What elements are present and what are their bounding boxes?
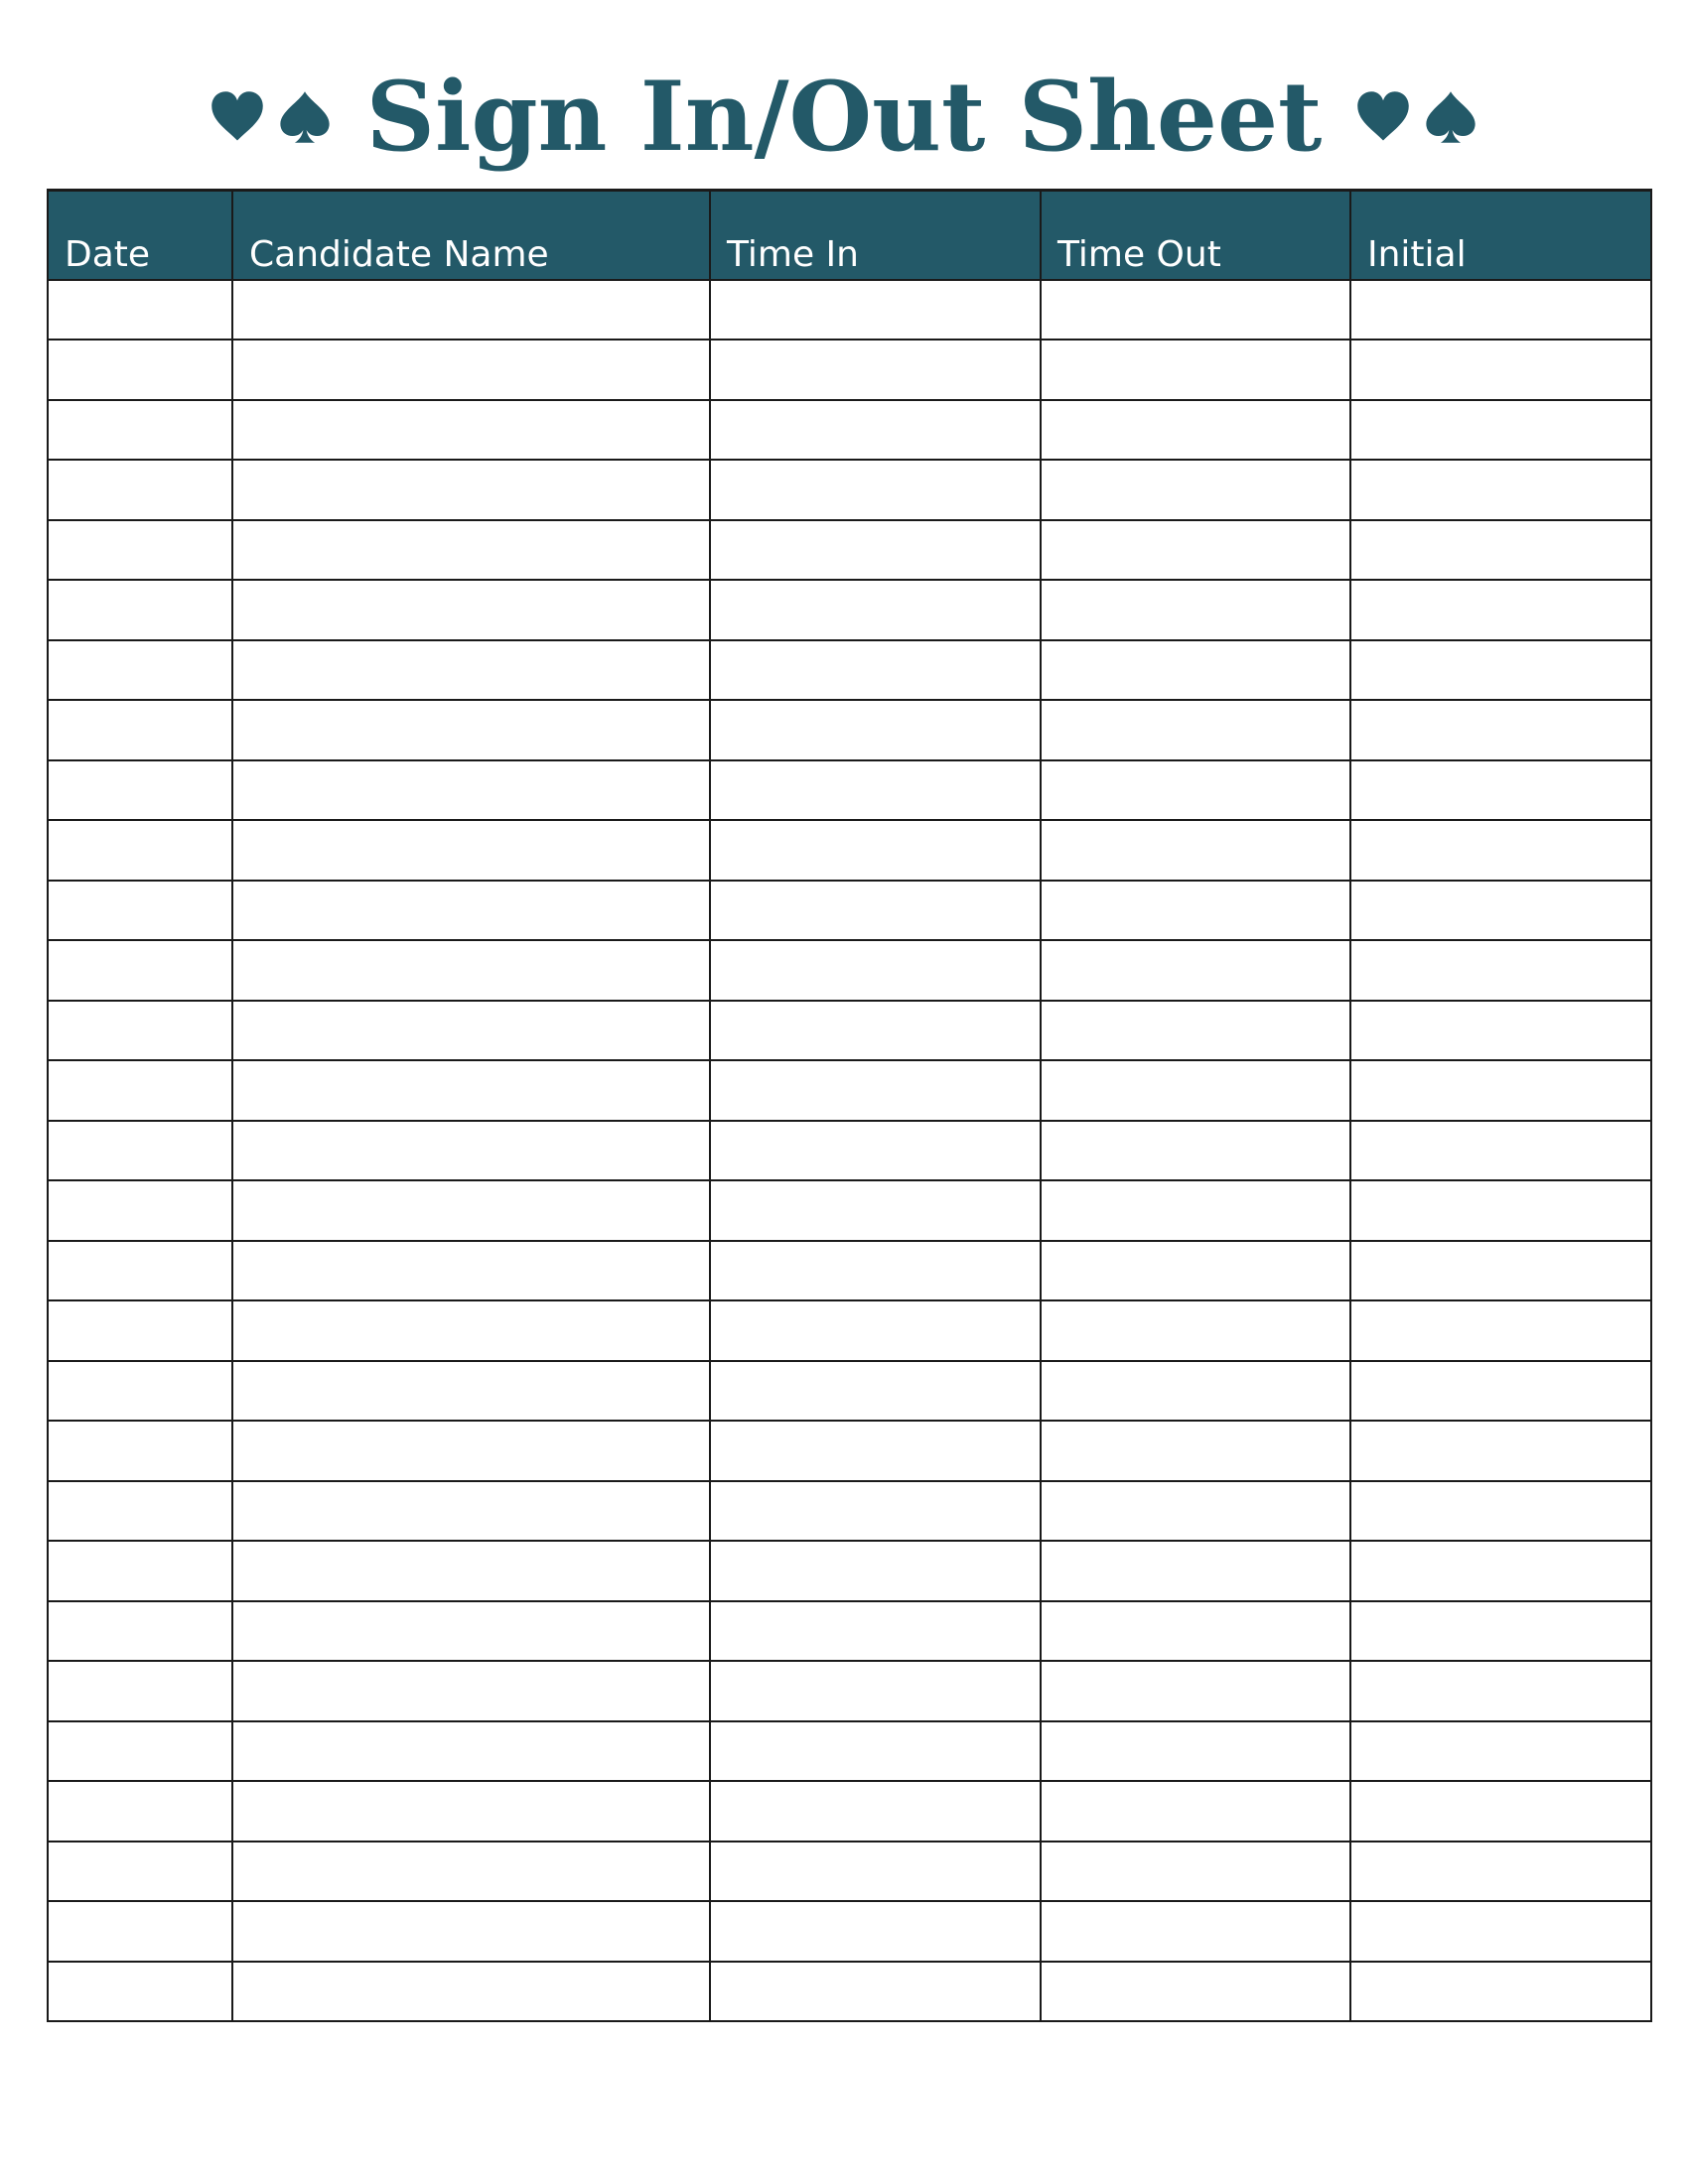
- time-in-cell[interactable]: [710, 520, 1041, 581]
- date-cell[interactable]: [48, 1361, 232, 1422]
- right-suit-icons: [1355, 68, 1478, 167]
- time-in-cell[interactable]: [710, 1781, 1041, 1842]
- candidate-name-cell[interactable]: [232, 1962, 710, 2022]
- spade-icon-graphic: [1423, 85, 1478, 149]
- table-row: [48, 1241, 1651, 1301]
- time-in-cell[interactable]: [710, 1361, 1041, 1422]
- time-out-cell[interactable]: [1041, 760, 1350, 821]
- time-out-cell[interactable]: [1041, 1661, 1350, 1721]
- date-cell[interactable]: [48, 1300, 232, 1361]
- date-cell[interactable]: [48, 1901, 232, 1962]
- time-in-cell[interactable]: [710, 760, 1041, 821]
- time-out-cell[interactable]: [1041, 280, 1350, 341]
- time-in-cell[interactable]: [710, 280, 1041, 341]
- date-cell[interactable]: [48, 1180, 232, 1241]
- column-header-date: Date: [48, 191, 232, 280]
- time-out-cell[interactable]: [1041, 340, 1350, 400]
- initial-cell[interactable]: [1350, 820, 1651, 881]
- initial-cell[interactable]: [1350, 1300, 1651, 1361]
- time-out-cell[interactable]: [1041, 640, 1350, 701]
- table-row: [48, 1601, 1651, 1662]
- time-out-cell[interactable]: [1041, 1481, 1350, 1542]
- date-cell[interactable]: [48, 1001, 232, 1061]
- initial-cell[interactable]: [1350, 1842, 1651, 1902]
- table-row: [48, 280, 1651, 341]
- date-cell[interactable]: [48, 820, 232, 881]
- initial-cell[interactable]: [1350, 1421, 1651, 1481]
- table-row: [48, 1180, 1651, 1241]
- initial-cell[interactable]: [1350, 580, 1651, 640]
- time-out-cell[interactable]: [1041, 1300, 1350, 1361]
- initial-cell[interactable]: [1350, 1361, 1651, 1422]
- candidate-name-cell[interactable]: [232, 1180, 710, 1241]
- date-cell[interactable]: [48, 460, 232, 520]
- date-cell[interactable]: [48, 280, 232, 341]
- table-row: [48, 1421, 1651, 1481]
- table-row: [48, 1481, 1651, 1542]
- candidate-name-cell[interactable]: [232, 1901, 710, 1962]
- time-in-cell[interactable]: [710, 820, 1041, 881]
- spade-icon-graphic: [277, 85, 333, 149]
- date-cell[interactable]: [48, 760, 232, 821]
- time-out-cell[interactable]: [1041, 580, 1350, 640]
- time-out-cell[interactable]: [1041, 1241, 1350, 1301]
- candidate-name-cell[interactable]: [232, 1421, 710, 1481]
- candidate-name-cell[interactable]: [232, 1121, 710, 1181]
- time-out-cell[interactable]: [1041, 1060, 1350, 1121]
- heart-icon: [210, 85, 265, 149]
- heart-icon-graphic: [210, 85, 265, 149]
- date-cell[interactable]: [48, 520, 232, 581]
- candidate-name-cell[interactable]: [232, 1481, 710, 1542]
- initial-cell[interactable]: [1350, 1121, 1651, 1181]
- candidate-name-cell[interactable]: [232, 580, 710, 640]
- initial-cell[interactable]: [1350, 1001, 1651, 1061]
- table-row: [48, 1541, 1651, 1601]
- table-row: [48, 340, 1651, 400]
- initial-cell[interactable]: [1350, 940, 1651, 1001]
- initial-cell[interactable]: [1350, 1721, 1651, 1782]
- time-out-cell[interactable]: [1041, 1121, 1350, 1181]
- table-row: [48, 1901, 1651, 1962]
- time-in-cell[interactable]: [710, 640, 1041, 701]
- time-in-cell[interactable]: [710, 1842, 1041, 1902]
- date-cell[interactable]: [48, 1962, 232, 2022]
- initial-cell[interactable]: [1350, 280, 1651, 341]
- time-out-cell[interactable]: [1041, 1541, 1350, 1601]
- candidate-name-cell[interactable]: [232, 940, 710, 1001]
- candidate-name-cell[interactable]: [232, 640, 710, 701]
- time-in-cell[interactable]: [710, 700, 1041, 760]
- left-suit-icons: [210, 68, 333, 167]
- table-row: [48, 460, 1651, 520]
- spade-icon: [277, 85, 333, 149]
- initial-cell[interactable]: [1350, 1481, 1651, 1542]
- time-out-cell[interactable]: [1041, 520, 1350, 581]
- candidate-name-cell[interactable]: [232, 881, 710, 941]
- column-header-time-out: Time Out: [1041, 191, 1350, 280]
- initial-cell[interactable]: [1350, 340, 1651, 400]
- table-row: [48, 881, 1651, 941]
- time-in-cell[interactable]: [710, 580, 1041, 640]
- candidate-name-cell[interactable]: [232, 1300, 710, 1361]
- initial-cell[interactable]: [1350, 1601, 1651, 1662]
- initial-cell[interactable]: [1350, 700, 1651, 760]
- date-cell[interactable]: [48, 1661, 232, 1721]
- date-cell[interactable]: [48, 1721, 232, 1782]
- date-cell[interactable]: [48, 1421, 232, 1481]
- time-out-cell[interactable]: [1041, 400, 1350, 461]
- time-out-cell[interactable]: [1041, 881, 1350, 941]
- candidate-name-cell[interactable]: [232, 280, 710, 341]
- header-row: [48, 191, 1651, 280]
- table-row: [48, 760, 1651, 821]
- candidate-name-cell[interactable]: [232, 820, 710, 881]
- date-cell[interactable]: [48, 580, 232, 640]
- initial-cell[interactable]: [1350, 520, 1651, 581]
- initial-cell[interactable]: [1350, 460, 1651, 520]
- candidate-name-cell[interactable]: [232, 340, 710, 400]
- table-row: [48, 1001, 1651, 1061]
- time-out-cell[interactable]: [1041, 1781, 1350, 1842]
- table-row: [48, 1842, 1651, 1902]
- column-header-time-in: Time In: [710, 191, 1041, 280]
- time-in-cell[interactable]: [710, 1180, 1041, 1241]
- date-cell[interactable]: [48, 1241, 232, 1301]
- table-row: [48, 1300, 1651, 1361]
- table-row: [48, 400, 1651, 461]
- time-out-cell[interactable]: [1041, 1601, 1350, 1662]
- time-in-cell[interactable]: [710, 1901, 1041, 1962]
- time-out-cell[interactable]: [1041, 940, 1350, 1001]
- table-row: [48, 1121, 1651, 1181]
- time-in-cell[interactable]: [710, 1421, 1041, 1481]
- time-in-cell[interactable]: [710, 881, 1041, 941]
- time-in-cell[interactable]: [710, 1661, 1041, 1721]
- time-in-cell[interactable]: [710, 400, 1041, 461]
- candidate-name-cell[interactable]: [232, 1541, 710, 1601]
- candidate-name-cell[interactable]: [232, 1060, 710, 1121]
- initial-cell[interactable]: [1350, 881, 1651, 941]
- date-cell[interactable]: [48, 940, 232, 1001]
- table-row: [48, 940, 1651, 1001]
- table-row: [48, 1661, 1651, 1721]
- time-in-cell[interactable]: [710, 1241, 1041, 1301]
- date-cell[interactable]: [48, 1121, 232, 1181]
- date-cell[interactable]: [48, 340, 232, 400]
- initial-cell[interactable]: [1350, 1180, 1651, 1241]
- date-cell[interactable]: [48, 1601, 232, 1662]
- time-in-cell[interactable]: [710, 1300, 1041, 1361]
- time-out-cell[interactable]: [1041, 820, 1350, 881]
- date-cell[interactable]: [48, 1060, 232, 1121]
- time-out-cell[interactable]: [1041, 1421, 1350, 1481]
- time-in-cell[interactable]: [710, 460, 1041, 520]
- time-out-cell[interactable]: [1041, 1901, 1350, 1962]
- time-in-cell[interactable]: [710, 340, 1041, 400]
- date-cell[interactable]: [48, 1842, 232, 1902]
- initial-cell[interactable]: [1350, 1901, 1651, 1962]
- initial-cell[interactable]: [1350, 1661, 1651, 1721]
- column-header-candidate-name: Candidate Name: [232, 191, 710, 280]
- candidate-name-cell[interactable]: [232, 1842, 710, 1902]
- date-cell[interactable]: [48, 640, 232, 701]
- initial-cell[interactable]: [1350, 640, 1651, 701]
- initial-cell[interactable]: [1350, 1541, 1651, 1601]
- time-out-cell[interactable]: [1041, 460, 1350, 520]
- table-row: [48, 640, 1651, 701]
- time-in-cell[interactable]: [710, 1962, 1041, 2022]
- table-row: [48, 820, 1651, 881]
- candidate-name-cell[interactable]: [232, 520, 710, 581]
- date-cell[interactable]: [48, 400, 232, 461]
- spade-icon: [1423, 85, 1478, 149]
- candidate-name-cell[interactable]: [232, 1001, 710, 1061]
- candidate-name-cell[interactable]: [232, 700, 710, 760]
- column-header-initial: Initial: [1350, 191, 1651, 280]
- initial-cell[interactable]: [1350, 1781, 1651, 1842]
- date-cell[interactable]: [48, 700, 232, 760]
- time-out-cell[interactable]: [1041, 1962, 1350, 2022]
- candidate-name-cell[interactable]: [232, 1601, 710, 1662]
- time-out-cell[interactable]: [1041, 1842, 1350, 1902]
- table-row: [48, 1721, 1651, 1782]
- date-cell[interactable]: [48, 881, 232, 941]
- date-cell[interactable]: [48, 1541, 232, 1601]
- initial-cell[interactable]: [1350, 1962, 1651, 2022]
- table-row: [48, 1781, 1651, 1842]
- time-in-cell[interactable]: [710, 940, 1041, 1001]
- date-cell[interactable]: [48, 1781, 232, 1842]
- time-out-cell[interactable]: [1041, 1361, 1350, 1422]
- table-row: [48, 1962, 1651, 2022]
- table-row: [48, 700, 1651, 760]
- candidate-name-cell[interactable]: [232, 400, 710, 461]
- time-out-cell[interactable]: [1041, 1180, 1350, 1241]
- candidate-name-cell[interactable]: [232, 1241, 710, 1301]
- time-in-cell[interactable]: [710, 1541, 1041, 1601]
- candidate-name-cell[interactable]: [232, 1781, 710, 1842]
- time-out-cell[interactable]: [1041, 1001, 1350, 1061]
- initial-cell[interactable]: [1350, 1060, 1651, 1121]
- table-row: [48, 1361, 1651, 1422]
- date-cell[interactable]: [48, 1481, 232, 1542]
- time-in-cell[interactable]: [710, 1121, 1041, 1181]
- candidate-name-cell[interactable]: [232, 1661, 710, 1721]
- table-row: [48, 580, 1651, 640]
- table-header: [48, 191, 1651, 280]
- time-in-cell[interactable]: [710, 1001, 1041, 1061]
- table-row: [48, 1060, 1651, 1121]
- table-body: [48, 280, 1651, 2022]
- sign-in-out-table: [47, 189, 1652, 2022]
- time-in-cell[interactable]: [710, 1721, 1041, 1782]
- candidate-name-cell[interactable]: [232, 460, 710, 520]
- time-in-cell[interactable]: [710, 1060, 1041, 1121]
- heart-icon: [1355, 85, 1411, 149]
- candidate-name-cell[interactable]: [232, 1361, 710, 1422]
- initial-cell[interactable]: [1350, 760, 1651, 821]
- initial-cell[interactable]: [1350, 1241, 1651, 1301]
- time-in-cell[interactable]: [710, 1481, 1041, 1542]
- time-out-cell[interactable]: [1041, 1721, 1350, 1782]
- candidate-name-cell[interactable]: [232, 1721, 710, 1782]
- heart-icon-graphic: [1355, 85, 1411, 149]
- title-row: [0, 48, 1688, 187]
- table-row: [48, 520, 1651, 581]
- page-title: Sign In/Out Sheet: [365, 61, 1323, 173]
- time-in-cell[interactable]: [710, 1601, 1041, 1662]
- time-out-cell[interactable]: [1041, 700, 1350, 760]
- candidate-name-cell[interactable]: [232, 760, 710, 821]
- initial-cell[interactable]: [1350, 400, 1651, 461]
